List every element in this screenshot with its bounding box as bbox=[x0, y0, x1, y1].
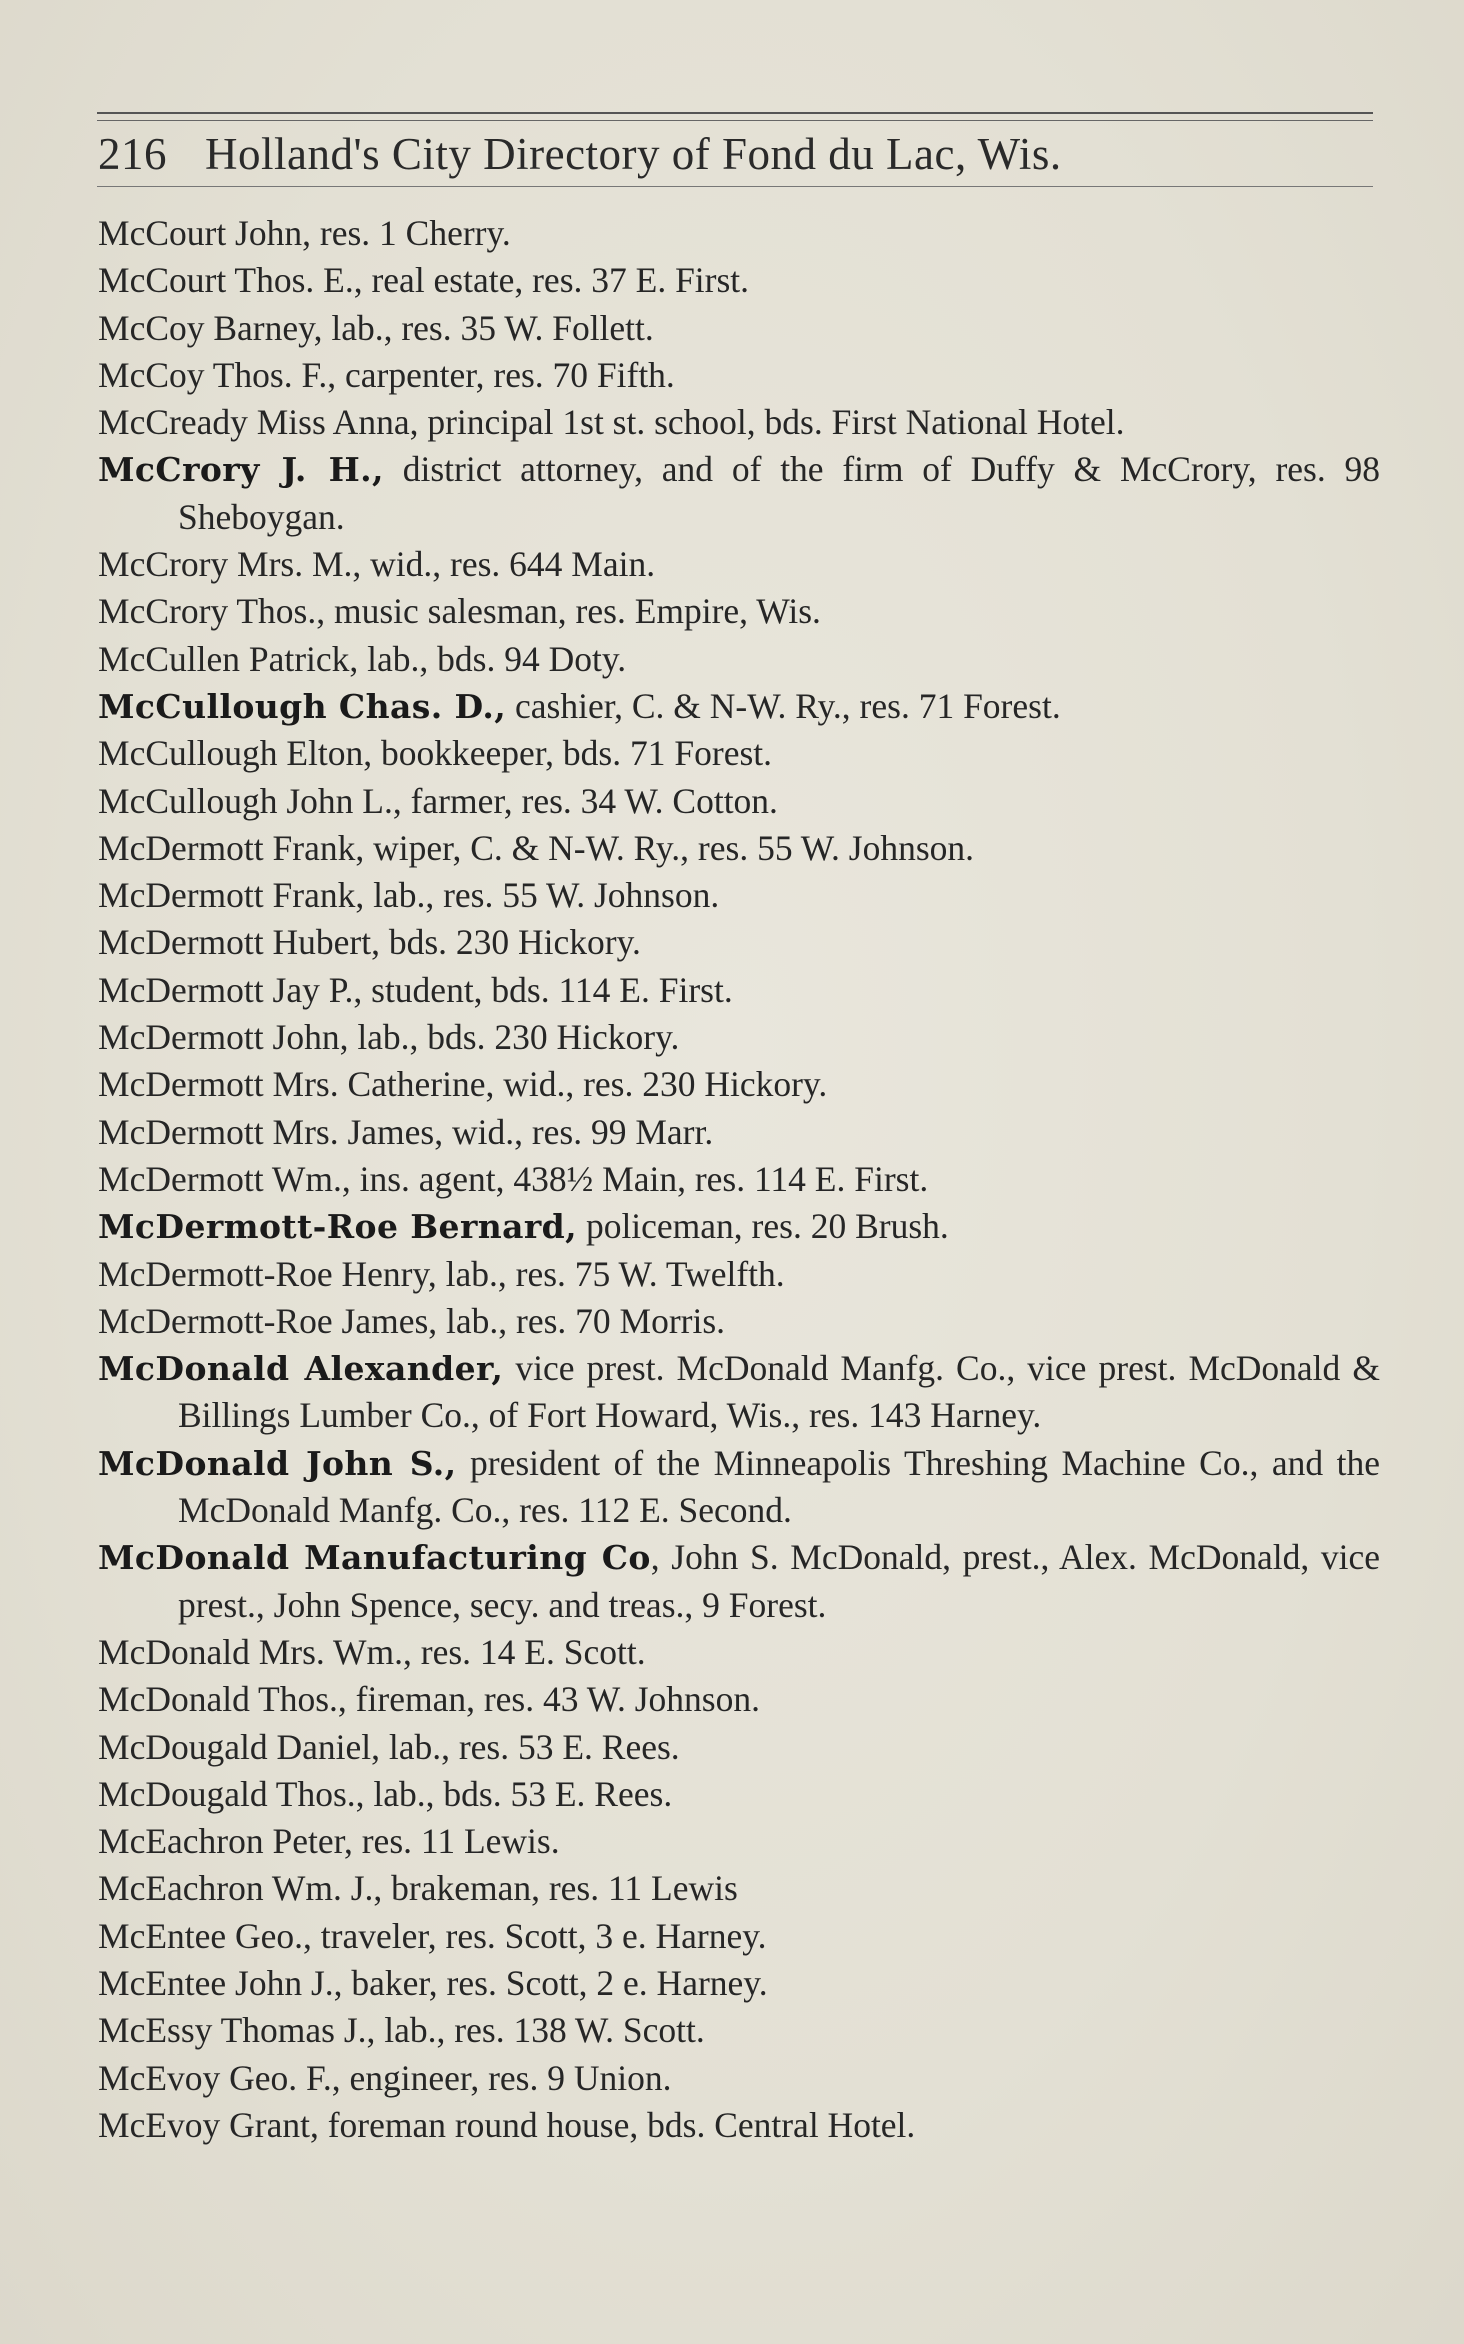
entry-name-bold: McDermott-Roe Bernard, bbox=[98, 1207, 578, 1247]
directory-entry bbox=[98, 683, 1380, 730]
directory-entry bbox=[98, 1629, 1380, 1676]
entry-text: McDonald Thos., fireman, res. 43 W. Johnson. bbox=[98, 1679, 760, 1720]
entry-text: McDermott Jay P., student, bds. 114 E. First. bbox=[98, 969, 733, 1010]
directory-entry bbox=[98, 541, 1380, 588]
entry-text: McDougald Daniel, lab., res. 53 E. Rees. bbox=[98, 1726, 680, 1767]
header-bottom-rule bbox=[97, 186, 1373, 187]
entry-text: McDermott Hubert, bds. 230 Hickory. bbox=[98, 922, 641, 963]
page-number: 216 bbox=[98, 129, 167, 179]
entry-text: McCourt Thos. E., real estate, res. 37 E. First. bbox=[98, 260, 750, 301]
entry-text: McCrory Mrs. M., wid., res. 644 Main. bbox=[98, 544, 656, 585]
entry-text: McCullough John L., farmer, res. 34 W. Cotton. bbox=[98, 780, 778, 821]
entry-text: president of the Minneapolis Threshing Machine Co., and the McDonald Manfg. Co., res. 112 E. Second. bbox=[178, 1442, 1380, 1531]
directory-entry bbox=[98, 2055, 1380, 2102]
entry-text: McDermott Frank, wiper, C. & N-W. Ry., res. 55 W. Johnson. bbox=[98, 827, 975, 868]
entry-text: McDermott Frank, lab., res. 55 W. Johnson. bbox=[98, 875, 720, 916]
entry-text: McEntee John J., baker, res. Scott, 2 e. Harney. bbox=[98, 1962, 768, 2003]
page-title: Holland's City Directory of Fond du Lac, Wis. bbox=[205, 129, 1062, 179]
header-top-rule bbox=[97, 112, 1373, 114]
entry-name-bold: McDonald Alexander, bbox=[98, 1349, 504, 1389]
entry-text: McDonald Mrs. Wm., res. 14 E. Scott. bbox=[98, 1631, 646, 1672]
directory-entry bbox=[98, 1014, 1380, 1061]
entry-text: McCrory Thos., music salesman, res. Empire, Wis. bbox=[98, 591, 821, 632]
directory-entry bbox=[98, 1345, 1380, 1440]
directory-entry bbox=[98, 257, 1380, 304]
directory-entry bbox=[98, 1440, 1380, 1535]
entry-text: McEvoy Grant, foreman round house, bds. Central Hotel. bbox=[98, 2104, 916, 2145]
entry-text: McEachron Wm. J., brakeman, res. 11 Lewis bbox=[98, 1868, 738, 1909]
directory-entry bbox=[98, 1061, 1380, 1108]
entry-text: policeman, res. 20 Brush. bbox=[577, 1206, 949, 1247]
entry-text: cashier, C. & N-W. Ry., res. 71 Forest. bbox=[506, 685, 1061, 726]
directory-entry bbox=[98, 446, 1380, 541]
directory-entry bbox=[98, 1251, 1380, 1298]
entry-text: McCoy Barney, lab., res. 35 W. Follett. bbox=[98, 307, 654, 348]
entry-name-bold: McCullough Chas. D., bbox=[98, 686, 507, 726]
directory-entry bbox=[98, 778, 1380, 825]
entry-text: McCready Miss Anna, principal 1st st. school, bds. First National Hotel. bbox=[98, 402, 1125, 443]
entry-text: vice prest. McDonald Manfg. Co., vice prest. McDonald & Billings Lumber Co., of Fort Howard, Wis., res. 143 Harney. bbox=[178, 1348, 1380, 1436]
directory-entry bbox=[98, 210, 1380, 257]
directory-entry bbox=[98, 305, 1380, 352]
directory-entry bbox=[98, 2102, 1380, 2149]
entry-name-bold: McCrory J. H., bbox=[98, 450, 384, 490]
directory-entry bbox=[98, 919, 1380, 966]
directory-entry bbox=[98, 1156, 1380, 1203]
directory-entry bbox=[98, 1724, 1380, 1771]
entry-text: McEvoy Geo. F., engineer, res. 9 Union. bbox=[98, 2057, 672, 2098]
directory-entry bbox=[98, 872, 1380, 919]
entry-text: McCullough Elton, bookkeeper, bds. 71 Forest. bbox=[98, 733, 772, 774]
entry-text: district attorney, and of the firm of Duffy & McCrory, res. 98 Sheboygan. bbox=[178, 449, 1380, 537]
page-header bbox=[98, 128, 1374, 184]
directory-entry bbox=[98, 636, 1380, 683]
directory-entry bbox=[98, 588, 1380, 635]
directory-entry bbox=[98, 1771, 1380, 1818]
entry-text: McDermott-Roe Henry, lab., res. 75 W. Twelfth. bbox=[98, 1253, 785, 1294]
entry-name-bold: McDonald Manufacturing Co bbox=[98, 1538, 651, 1578]
entry-text: , John S. McDonald, prest., Alex. McDonald, vice prest., John Spence, secy. and treas., 9 Forest. bbox=[178, 1537, 1380, 1625]
entry-text: McCullen Patrick, lab., bds. 94 Doty. bbox=[98, 638, 627, 679]
entry-text: McDermott John, lab., bds. 230 Hickory. bbox=[98, 1017, 680, 1058]
directory-entry bbox=[98, 1818, 1380, 1865]
directory-entry bbox=[98, 399, 1380, 446]
entry-text: McEachron Peter, res. 11 Lewis. bbox=[98, 1821, 560, 1862]
directory-entry bbox=[98, 2007, 1380, 2054]
directory-entry bbox=[98, 1298, 1380, 1345]
entry-text: McDermott Mrs. Catherine, wid., res. 230 Hickory. bbox=[98, 1064, 828, 1105]
directory-entry bbox=[98, 1913, 1380, 1960]
directory-entry bbox=[98, 1203, 1380, 1250]
directory-entry bbox=[98, 1960, 1380, 2007]
directory-entry bbox=[98, 1109, 1380, 1156]
entry-text: McDermott-Roe James, lab., res. 70 Morris. bbox=[98, 1300, 726, 1341]
directory-entry bbox=[98, 730, 1380, 777]
entry-text: McDermott Wm., ins. agent, 438½ Main, res. 114 E. First. bbox=[98, 1158, 929, 1199]
entry-text: McCourt John, res. 1 Cherry. bbox=[98, 213, 511, 253]
entry-name-bold: McDonald John S., bbox=[98, 1443, 457, 1483]
directory-entry bbox=[98, 1865, 1380, 1912]
directory-entry bbox=[98, 1676, 1380, 1723]
header-top-rule-thin bbox=[97, 120, 1373, 121]
directory-entries bbox=[98, 210, 1380, 2149]
directory-entry bbox=[98, 352, 1380, 399]
directory-entry bbox=[98, 967, 1380, 1014]
entry-text: McCoy Thos. F., carpenter, res. 70 Fifth. bbox=[98, 354, 675, 395]
entry-text: McDougald Thos., lab., bds. 53 E. Rees. bbox=[98, 1773, 673, 1814]
entry-text: McEssy Thomas J., lab., res. 138 W. Scott. bbox=[98, 2010, 705, 2051]
directory-entry bbox=[98, 1534, 1380, 1629]
entry-text: McDermott Mrs. James, wid., res. 99 Marr. bbox=[98, 1111, 714, 1152]
entry-text: McEntee Geo., traveler, res. Scott, 3 e. Harney. bbox=[98, 1915, 767, 1956]
directory-entry bbox=[98, 825, 1380, 872]
